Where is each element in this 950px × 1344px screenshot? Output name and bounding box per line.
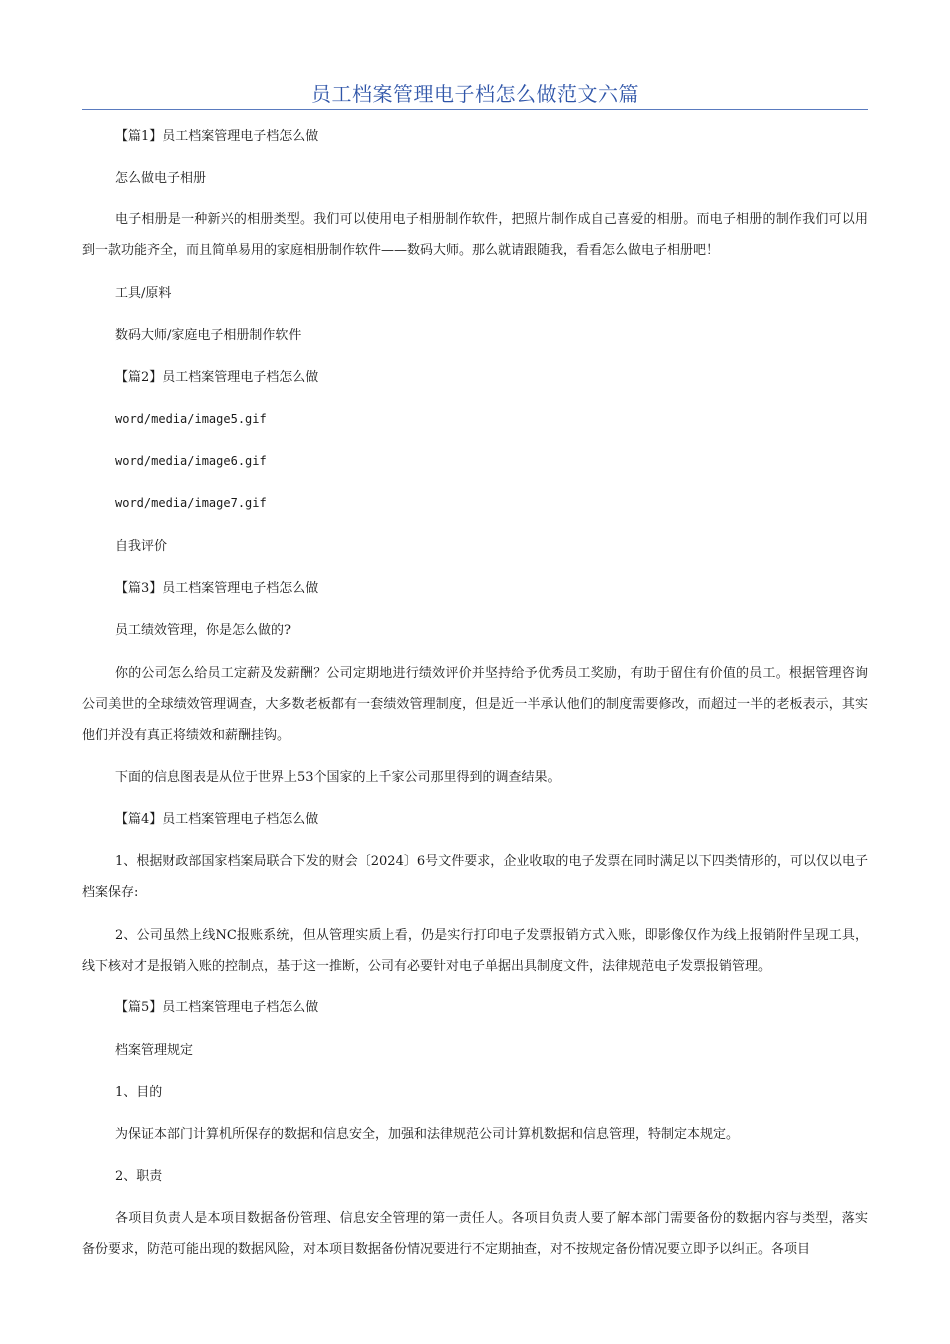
- section-heading-2: 【篇2】员工档案管理电子档怎么做: [115, 370, 319, 385]
- paragraph: 你的公司怎么给员工定薪及发薪酬？公司定期地进行绩效评价并坚持给予优秀员工奖励，有助于留住有价值的员工。根据管理咨询公司美世的全球绩效管理调查，大多数老板都有一套绩效管理制度，但是近一半承认他们的制度需要修改，而超过一半的老板表示，其实他们并没有真正将绩效和薪酬挂钩。: [82, 666, 868, 743]
- paragraph: 为保证本部门计算机所保存的数据和信息安全，加强和法律规范公司计算机数据和信息管理，特制定本规定。: [115, 1127, 740, 1142]
- paragraph: 2、公司虽然上线NC报账系统，但从管理实质上看，仍是实行打印电子发票报销方式入账，即影像仅作为线上报销附件呈现工具，线下核对才是报销入账的控制点，基于这一推断，公司有必要针对电子单据出具制度文件，法律规范电子发票报销管理。: [82, 928, 868, 974]
- section-heading-5: 【篇5】员工档案管理电子档怎么做: [115, 1000, 319, 1015]
- paragraph: 2、职责: [115, 1169, 163, 1184]
- paragraph: 下面的信息图表是从位于世界上53个国家的上千家公司那里得到的调查结果。: [115, 770, 561, 785]
- section-heading-4: 【篇4】员工档案管理电子档怎么做: [115, 812, 319, 827]
- title-underline: [82, 109, 868, 110]
- paragraph: 1、目的: [115, 1085, 163, 1100]
- paragraph: 电子相册是一种新兴的相册类型。我们可以使用电子相册制作软件，把照片制作成自己喜爱的相册。而电子相册的制作我们可以用到一款功能齐全，而且简单易用的家庭相册制作软件——数码大师。那么就请跟随我，看看怎么做电子相册吧！: [82, 212, 868, 258]
- image-path: word/media/image7.gif: [115, 496, 267, 510]
- paragraph: 工具/原料: [115, 286, 172, 301]
- paragraph: 员工绩效管理，你是怎么做的?: [115, 623, 291, 638]
- paragraph: 数码大师/家庭电子相册制作软件: [115, 328, 302, 343]
- section-heading-1: 【篇1】员工档案管理电子档怎么做: [115, 129, 319, 144]
- image-path: word/media/image6.gif: [115, 454, 267, 468]
- paragraph: 档案管理规定: [115, 1043, 194, 1058]
- paragraph: 各项目负责人是本项目数据备份管理、信息安全管理的第一责任人。各项目负责人要了解本部门需要备份的数据内容与类型，落实备份要求，防范可能出现的数据风险，对本项目数据备份情况要进行不定期抽查，对不按规定备份情况要立即予以纠正。各项目: [82, 1211, 868, 1257]
- image-path: word/media/image5.gif: [115, 412, 267, 426]
- paragraph: 怎么做电子相册: [115, 171, 207, 186]
- section-heading-3: 【篇3】员工档案管理电子档怎么做: [115, 581, 319, 596]
- document-title: 员工档案管理电子档怎么做范文六篇: [311, 82, 639, 106]
- paragraph: 1、根据财政部国家档案局联合下发的财会〔2024〕6号文件要求，企业收取的电子发票在同时满足以下四类情形的，可以仅以电子档案保存:: [82, 854, 868, 900]
- paragraph: 自我评价: [115, 539, 168, 554]
